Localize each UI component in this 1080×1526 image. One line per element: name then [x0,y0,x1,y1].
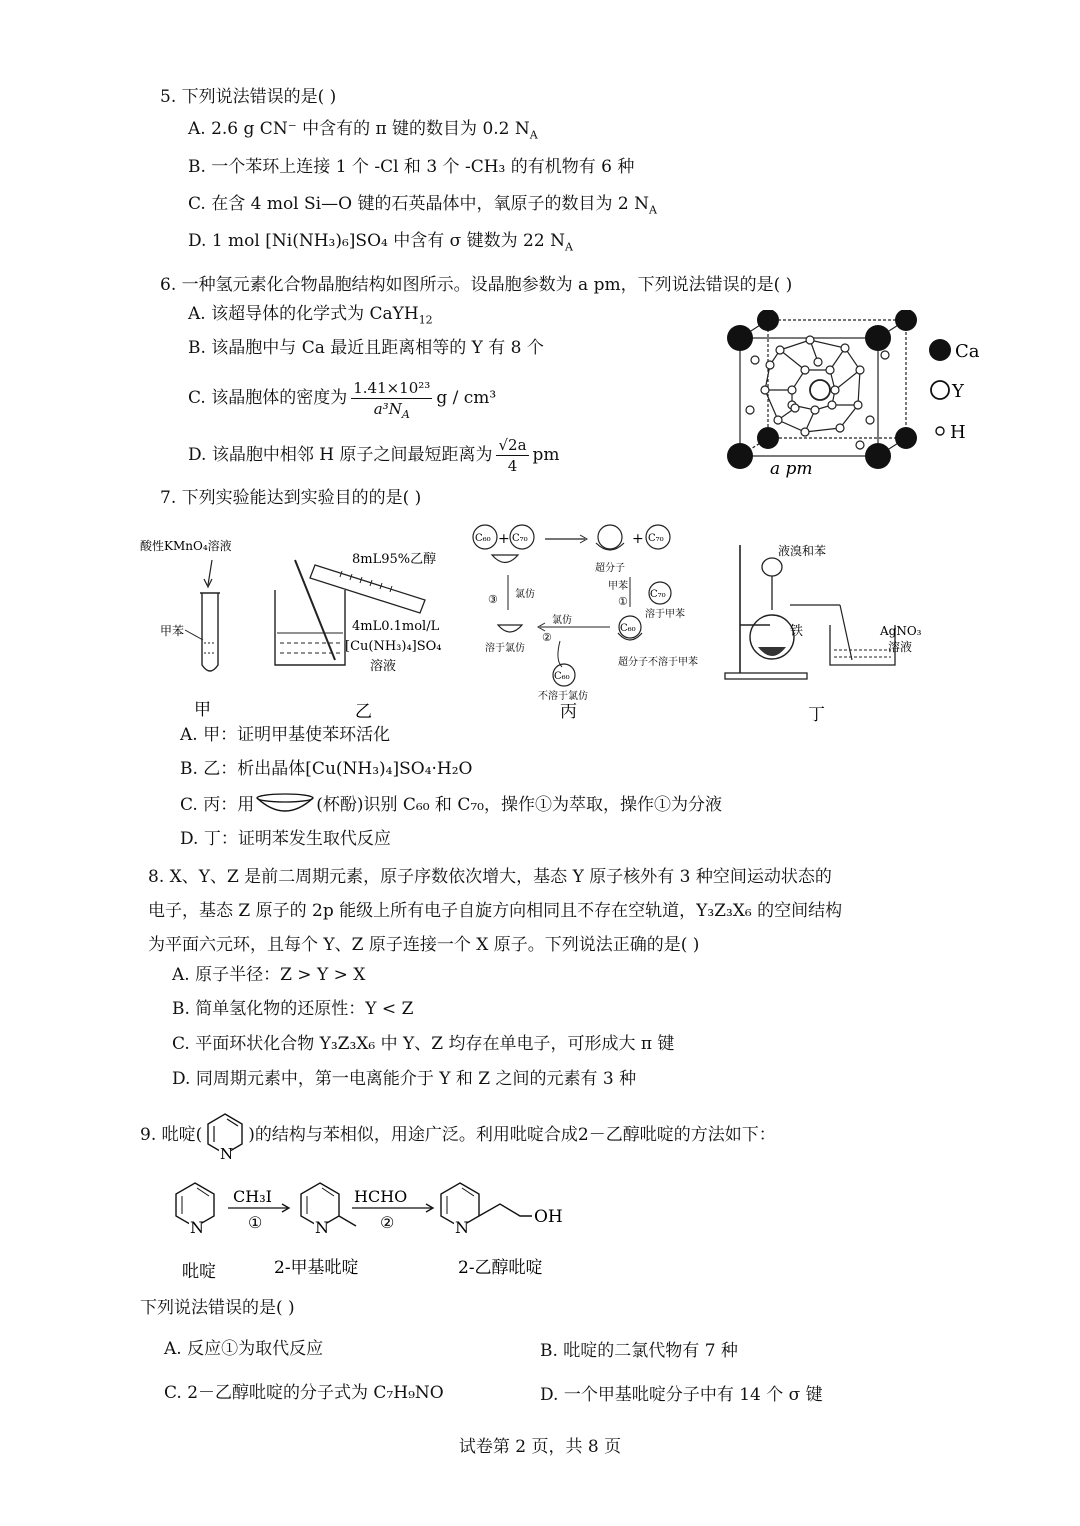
pyridine-inline-icon [202,1110,248,1160]
q9-option-b: B. 吡啶的二氯代物有 7 种 [540,1341,738,1361]
svg-text:N: N [190,1218,204,1237]
fig-yi-cylinder [310,565,425,613]
q7-experiment-figures [140,515,960,730]
fig-jia-test-tube [202,593,218,671]
q8-line-1: 8. X、Y、Z 是前二周期元素，原子序数依次增大，基态 Y 原子核外有 3 种空间运动状态的 [148,867,832,887]
caption-jia: 甲 [194,700,211,720]
legend-y-label: Y [952,381,964,402]
q9-reaction-scheme [170,1175,610,1290]
q6-option-a-sub: 12 [418,313,433,327]
svg-text:C₆₀: C₆₀ [620,623,636,634]
fig-bing-c70: C₇₀ [512,533,528,544]
calixarene-bowl-icon [254,792,316,818]
q5-option-a-text: A. 2.6 g CN⁻ 中含有的 π 键的数目为 0.2 N [188,119,530,139]
fig-yi-solution-3: 溶液 [370,659,397,674]
q6-density-fraction [351,378,432,419]
q9-option-a: A. 反应①为取代反应 [164,1339,324,1359]
q6-density-unit: g / cm³ [436,388,497,408]
svg-text:+: + [498,531,510,547]
fig-ding-stand-base [725,673,807,679]
q7-stem: 7. 下列实验能达到实验目的的是( ) [160,488,422,508]
name-ethanolpyridine: 2-乙醇吡啶 [458,1258,543,1278]
svg-text:氯仿: 氯仿 [515,589,535,600]
q9-stem-post: )的结构与苯相似，用途广泛。利用吡啶合成2－乙醇吡啶的方法如下： [248,1125,776,1145]
fig-yi-beaker [275,590,345,665]
reagent-ch3i: CH₃I [233,1187,272,1206]
q8-option-b: B. 简单氢化物的还原性：Y < Z [172,999,414,1019]
fig-jia-reagent: 酸性KMnO₄溶液 [140,539,232,553]
fig-ding [725,543,922,725]
fig-yi-glass-rod [295,560,335,660]
svg-text:N: N [455,1218,469,1237]
fig-jia-sample: 甲苯 [160,624,185,638]
legend-h-symbol [936,427,944,435]
reagent-hcho: HCHO [354,1187,408,1206]
fig-bing-chloroform: 氯仿 [552,615,572,626]
caption-bing: 丙 [560,702,577,722]
q8-line-3: 为平面六元环，且每个 Y、Z 原子连接一个 X 原子。下列说法正确的是( ) [148,935,700,955]
fig-bing-super: 超分子 [595,563,625,574]
legend-h-label: H [950,422,966,443]
q9-option-c: C. 2－乙醇吡啶的分子式为 C₇H₉NO [164,1383,444,1403]
q6-option-b: B. 该晶胞中与 Ca 最近且距离相等的 Y 有 8 个 [188,338,544,358]
fig-ding-agno3: AgNO₃ [880,624,922,638]
q6-distance-denominator: 4 [507,456,518,475]
hydroxyl-label: OH [534,1207,563,1227]
q7-option-b: B. 乙：析出晶体[Cu(NH₃)₄]SO₄·H₂O [180,759,473,779]
q8-option-c: C. 平面环状化合物 Y₃Z₃X₆ 中 Y、Z 均存在单电子，可形成大 π 键 [172,1034,675,1054]
pyridine-structure [176,1183,214,1237]
q5-option-c [188,193,657,215]
q7-option-c [180,792,722,818]
fig-bing-toluene: 甲苯 [608,581,628,592]
q9-stem-pre: 9. 吡啶( [140,1125,203,1145]
q7-option-a: A. 甲：证明甲基使苯环活化 [180,725,391,745]
name-pyridine: 吡啶 [182,1262,216,1282]
name-methylpyridine: 2-甲基吡啶 [274,1258,359,1278]
fig-yi-ethanol: 8mL95%乙醇 [352,552,437,567]
q5-option-b: B. 一个苯环上连接 1 个 -Cl 和 3 个 -CH₃ 的有机物有 6 种 [188,157,635,177]
q6-stem: 6. 一种氢元素化合物晶胞结构如图所示。设晶胞参数为 a pm，下列说法错误的是( ) [160,275,793,295]
q8-line-2: 电子，基态 Z 原子的 2p 能级上所有电子自旋方向相同且不存在空轨道，Y₃Z₃X₆ 的空间结构 [148,901,843,921]
page-footer: 试卷第 2 页，共 8 页 [458,1437,622,1457]
fig-ding-solution: 溶液 [888,640,913,654]
q7-option-c-text: C. 丙：用 [180,795,255,815]
ca-atoms [727,310,917,469]
fig-bing-c60: C₆₀ [475,533,491,544]
q7-option-c-rest: (杯酚)识别 C₆₀ 和 C₇₀，操作①为萃取，操作①为分液 [316,795,722,815]
svg-text:C₆₀: C₆₀ [554,671,570,682]
q5-option-c-text: C. 在含 4 mol Si—O 键的石英晶体中，氧原子的数目为 2 N [188,194,649,214]
fig-ding-reagent: 液溴和苯 [778,544,827,558]
ethanolpyridine-structure [441,1183,563,1237]
q6-option-a-text: A. 该超导体的化学式为 CaYH [188,304,419,324]
q7-option-d: D. 丁：证明苯发生取代反应 [180,829,391,849]
q5-option-a [188,118,538,140]
q6-density-denominator: $a^3N_A$ [373,399,410,421]
caption-ding: 丁 [808,705,825,725]
q6-option-d [188,430,560,480]
svg-text:C₇₀: C₇₀ [648,533,664,544]
caption-yi: 乙 [355,702,372,722]
fig-ding-funnel [762,558,782,576]
svg-text:①: ① [618,595,628,608]
methylpyridine-structure [301,1183,356,1237]
q6-option-c [188,372,496,424]
q5-option-d-sub: A [564,240,573,254]
y-atom-center [810,380,830,400]
fig-bing-soluble-cf: 溶于氯仿 [485,643,525,654]
q6-option-d-text: D. 该晶胞中相邻 H 原子之间最短距离为 [188,445,493,465]
fig-bing-insoluble-cf: 不溶于氯仿 [538,691,588,702]
fig-ding-iron: 铁 [790,624,804,639]
q6-distance-fraction [496,435,528,476]
step-2-label: ② [380,1213,395,1232]
fig-bing [473,525,698,722]
q5-option-d [188,230,573,252]
fig-bing-dissolve: 溶于甲苯 [645,609,685,620]
cell-parameter-label: a pm [770,459,813,479]
q6-distance-unit: pm [532,445,560,465]
q8-option-a: A. 原子半径：Z > Y > X [172,965,366,985]
q6-distance-numerator: √2a [498,435,527,454]
pyridine-inline-n: N [220,1145,234,1160]
svg-text:②: ② [542,631,552,644]
q9-question: 下列说法错误的是( ) [140,1298,295,1318]
q5-option-c-sub: A [648,203,657,217]
fig-yi-solution-1: 4mL0.1mol/L [352,619,440,634]
fig-yi-solution-2: [Cu(NH₃)₄]SO₄ [345,639,442,654]
svg-text:③: ③ [488,593,498,606]
fig-bing-insoluble-toluene: 超分子不溶于甲苯 [618,657,698,668]
svg-text:+: + [632,531,644,547]
q5-option-a-sub: A [529,128,538,142]
q8-option-d: D. 同周期元素中，第一电离能介于 Y 和 Z 之间的元素有 3 种 [172,1069,637,1089]
q9-stem [140,1110,776,1160]
q5-stem: 5. 下列说法错误的是( ) [160,87,337,107]
crystal-cell-figure [720,310,990,485]
q6-option-c-text: C. 该晶胞体的密度为 [188,388,348,408]
q6-density-numerator: 1.41×10²³ [353,378,431,397]
svg-text:N: N [315,1218,329,1237]
svg-text:C₇₀: C₇₀ [650,589,666,600]
q9-option-d: D. 一个甲基吡啶分子中有 14 个 σ 键 [540,1385,823,1405]
fig-yi [275,551,442,722]
q5-option-d-text: D. 1 mol [Ni(NH₃)₆]SO₄ 中含有 σ 键数为 22 N [188,231,565,251]
legend-y-symbol [931,381,949,399]
step-1-label: ① [248,1213,263,1232]
q6-option-a [188,303,433,325]
legend-ca-symbol [929,339,951,361]
legend-ca-label: Ca [955,341,980,362]
fig-jia [140,538,232,720]
